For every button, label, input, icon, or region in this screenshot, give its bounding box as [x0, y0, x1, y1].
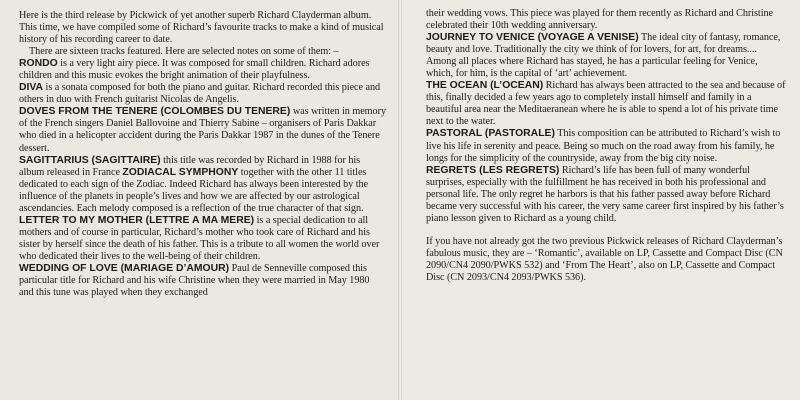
paragraph-spacer	[426, 225, 786, 236]
track-note-wedding	[19, 263, 386, 299]
closing-paragraph: If you have not already got the two previous Pickwick releases of Richard Clayderman’s fabulous music, they are – ‘Romantic’, available on LP, Cassette and Compact Disc (CN 2090/CN4 2090/PWKS 532) and ‘From The Heart’, also on LP, Cassette and Compact Disc (CN 2093/CN4 2093/PWKS 536).	[426, 235, 783, 283]
track-description: this title was recorded by Richard in 1988 for his album released in France	[19, 154, 361, 178]
track-title: REGRETS (LES REGRETS)	[426, 164, 560, 176]
track-note-regrets	[426, 165, 786, 225]
track-title: LETTER TO MY MOTHER (LETTRE A MA MERE)	[19, 214, 255, 226]
track-note-letter	[19, 215, 386, 263]
track-title: SAGITTARIUS (SAGITTAIRE)	[19, 154, 161, 166]
track-note-ocean	[426, 80, 786, 128]
intro-paragraph: Here is the third release by Pickwick of yet another superb Richard Clayderman album. This time, we have compiled some of Richard’s favourite tracks to make a kind of musical history of his recording career to date.	[19, 10, 384, 46]
left-page	[0, 0, 398, 400]
track-description: was written in memory of the French singers Daniel Ballovoine and Thierry Sabine – organisers of Paris Dakkar who died in a helicopter accident during the Paris Dakkar 1987 in the dunes of the Tenere dessert.	[19, 106, 386, 154]
album-title: ZODIACAL SYMPHONY	[122, 166, 239, 178]
track-description: is a very light airy piece. It was composed for small children. Richard adores children and this music evokes the bright animation of their playfulness.	[19, 58, 370, 82]
track-title: DOVES FROM THE TENERE (COLOMBES DU TENERE)	[19, 106, 291, 118]
track-title: DIVA	[19, 82, 44, 94]
track-title: JOURNEY TO VENICE (VOYAGE A VENISE)	[426, 32, 639, 44]
track-description: This composition can be attributed to Richard’s wish to live his life in serenity and peace. Being so much on the road away from his family, he longs for the simplicity of the countryside, away from the big city noise.	[426, 128, 781, 164]
track-title: THE OCEAN (L’OCEAN)	[426, 80, 544, 92]
track-description: Richard has always been attracted to the sea and because of this, finally decided a few years ago to completely install himself and family in a beautiful area near the Meditaeranean where he is able to spend a lot of his private time next to the water.	[426, 80, 786, 128]
track-note-rondo	[19, 58, 386, 82]
track-description: is a sonata composed for both the piano and guitar. Richard recorded this piece and others in duo with French guitarist Nicolas de Angelis.	[19, 82, 381, 106]
track-note-pastoral	[426, 128, 786, 164]
track-title: RONDO	[19, 58, 58, 70]
right-page	[402, 0, 800, 400]
track-note-venice	[426, 32, 786, 80]
continued-paragraph: their wedding vows. This piece was played for them recently as Richard and Christine celebrated their 10th wedding anniversary.	[426, 8, 773, 32]
track-description: Richard’s life has been full of many wonderful surprises, especially with the fulfillment he has received in both his professional and personal life. The only regret he harbors is that his father passed away before Richard became very successful with his career, the very same career first inspired by his father’s piano lesson given to Richard as a young child.	[426, 164, 784, 224]
track-title: WEDDING OF LOVE (MARIAGE D’AMOUR)	[19, 262, 230, 274]
track-description-continued: together with the other 11 titles dedicated to each sign of the Zodiac. Indeed Richard has always been interested by the influence of the planets in people’s lives and how we are affected by our astrological ascendancies. Each melody composed is a reflection of the true character of that sign.	[19, 166, 369, 214]
track-description: Paul de Senneville composed this particular title for Richard and his wife Christine when they were married in May 1980 and this tune was played when they exchanged	[19, 262, 370, 299]
intro-paragraph-2: There are sixteen tracks featured. Here are selected notes on some of them: –	[29, 46, 339, 58]
track-note-diva	[19, 82, 386, 106]
track-note-sagittarius	[19, 155, 386, 215]
track-title: PASTORAL (PASTORALE)	[426, 128, 555, 140]
track-description: is a special dedication to all mothers and of course in particular, Richard’s mother who took care of Richard and his sister by herself since the death of his father. This is a tribute to all women the world over who dedicated their lives to the well-being of their children.	[19, 214, 380, 262]
track-description: The ideal city of fantasy, romance, beauty and love. Traditionally the city we think of for lovers, for art, for dreams.... Among all places where Richard has stayed, he has a particular feeling for Venice, which, for him, is the capital of ‘art’ achievement.	[426, 32, 781, 80]
track-note-doves	[19, 106, 386, 154]
